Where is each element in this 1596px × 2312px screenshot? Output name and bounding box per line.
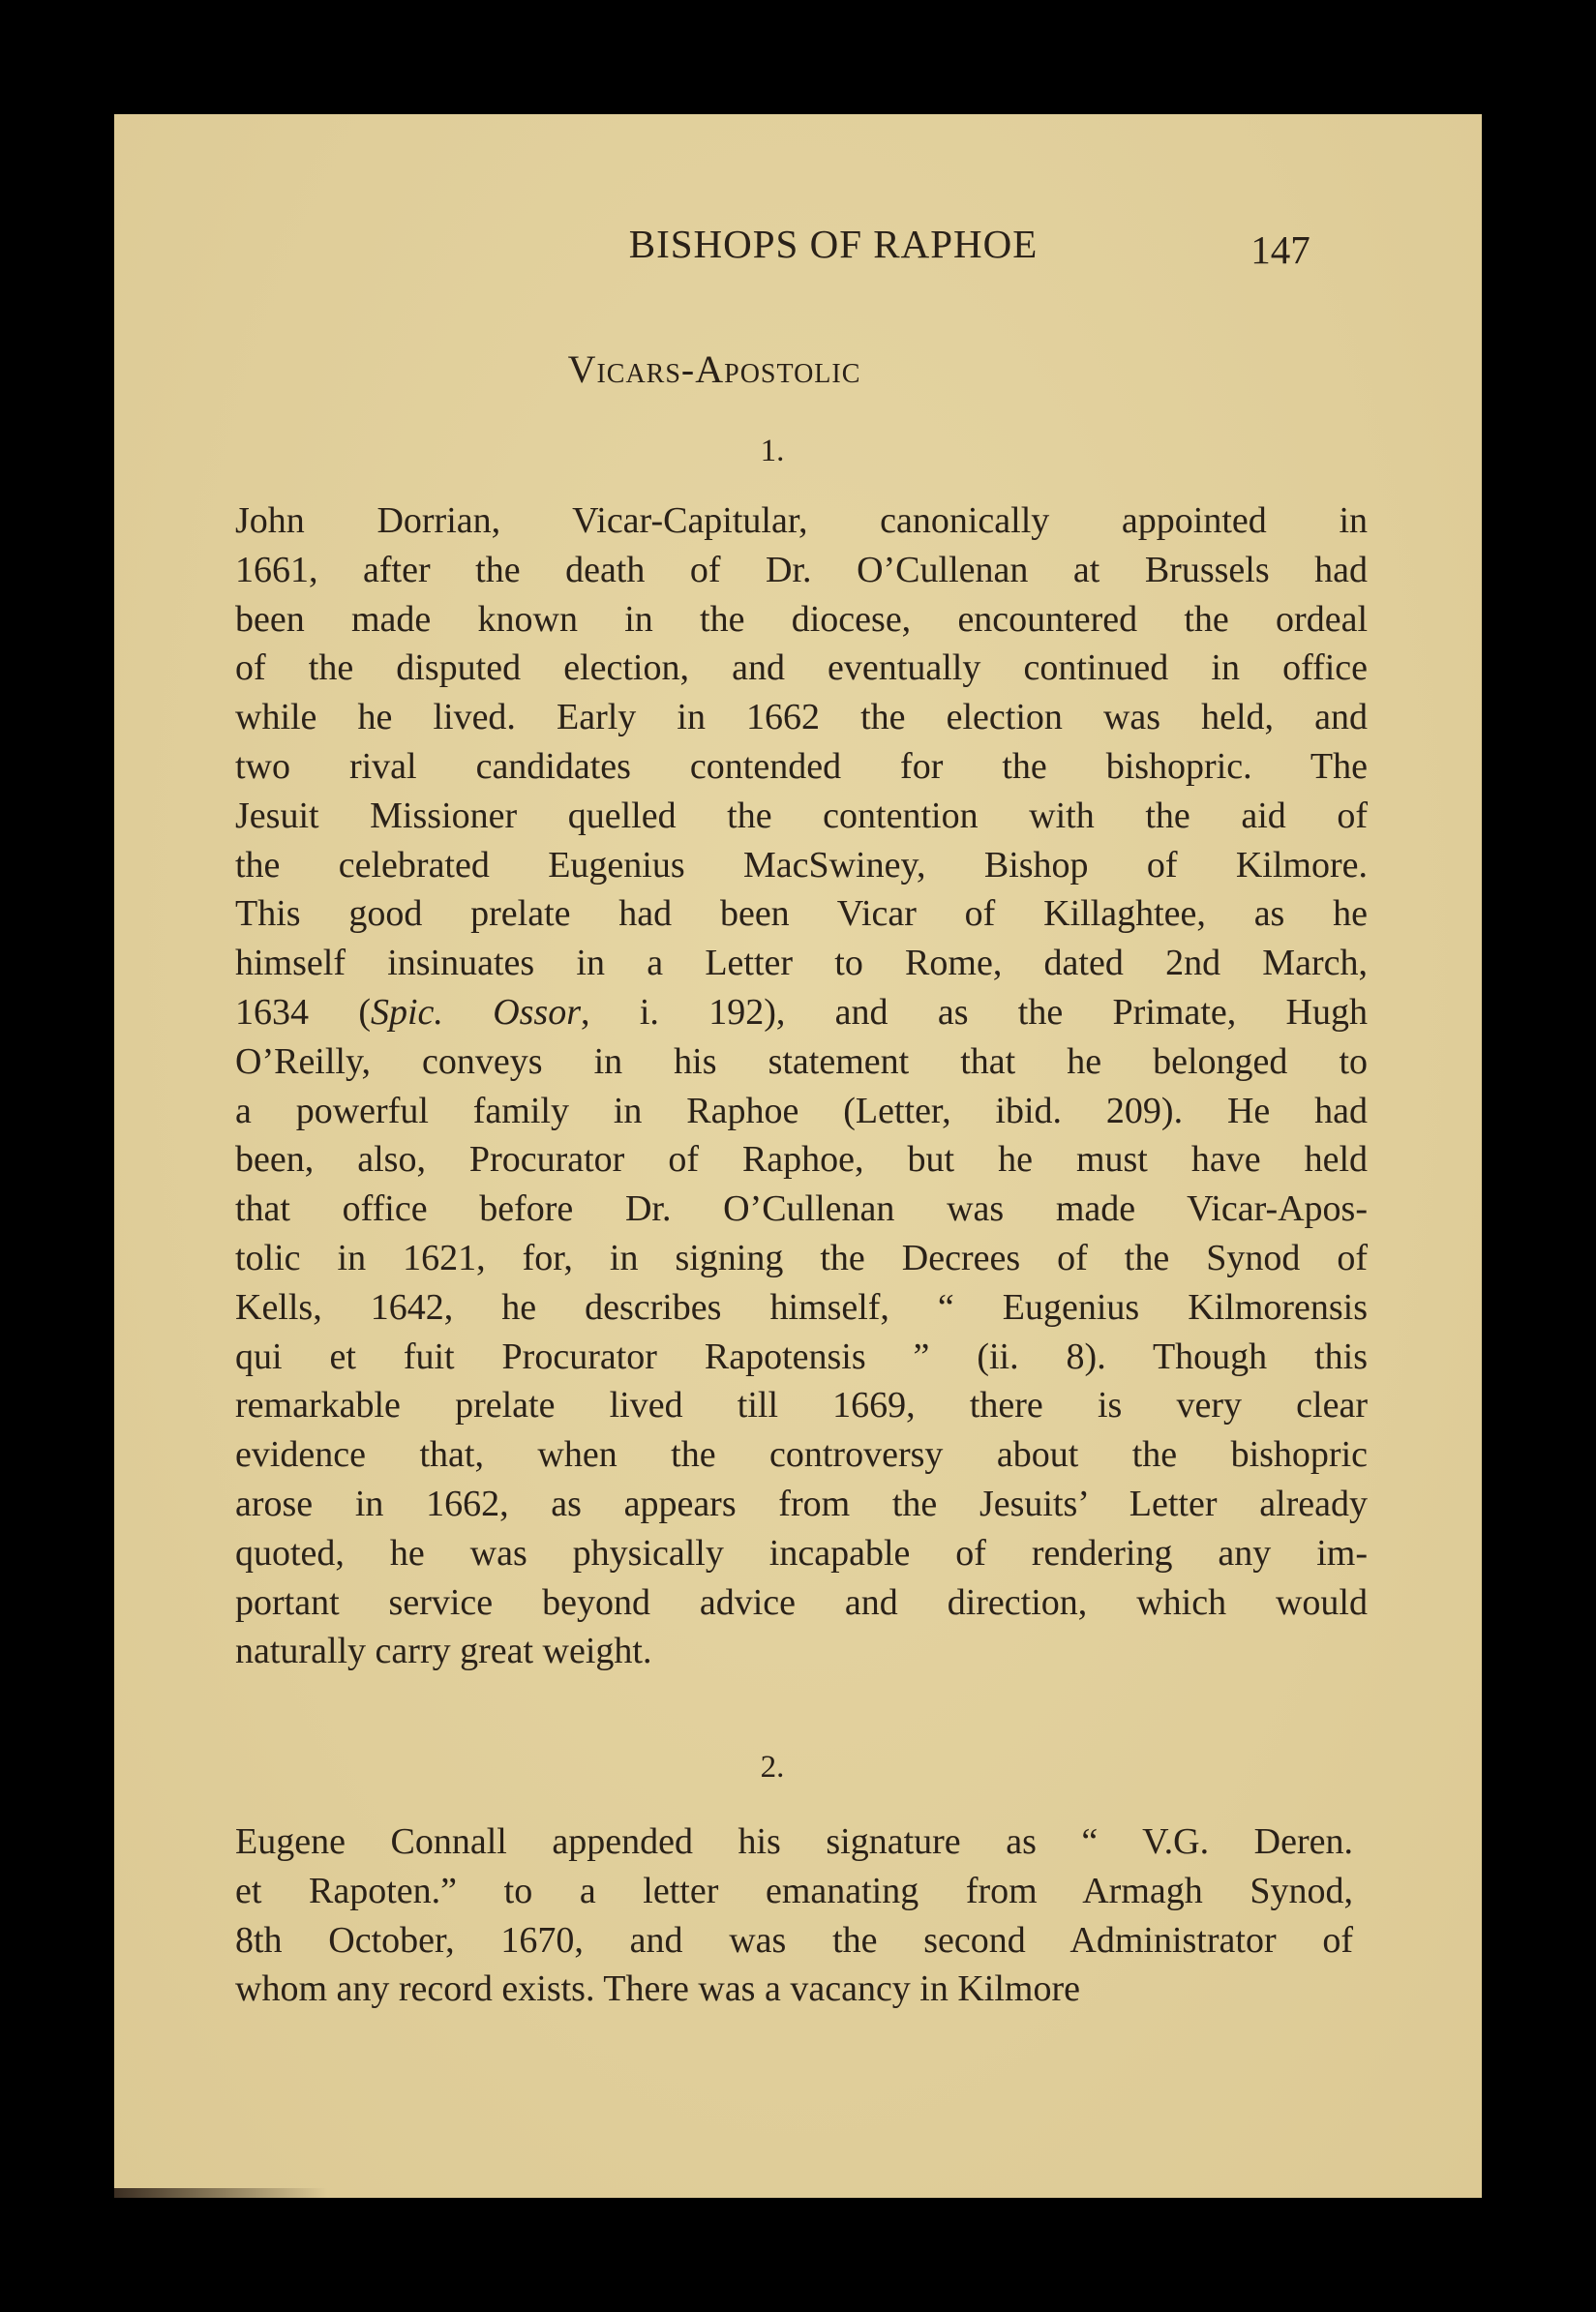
text-line: portant service beyond advice and direction, which would xyxy=(235,1581,1368,1623)
text-line: of the disputed election, and eventually continued in office xyxy=(235,647,1368,689)
text-fragment: , i. 192), and as the Primate, Hugh xyxy=(581,991,1368,1033)
italic-citation: Spic. Ossor xyxy=(370,991,582,1033)
text-line: 1661, after the death of Dr. O’Cullenan at Brussels had xyxy=(235,549,1368,590)
text-line: arose in 1662, as appears from the Jesuits’ Letter already xyxy=(235,1483,1368,1524)
text-line: quoted, he was physically incapable of rendering any im- xyxy=(235,1532,1368,1574)
text-line: tolic in 1621, for, in signing the Decrees of the Synod of xyxy=(235,1237,1368,1278)
text-line xyxy=(235,988,1368,1037)
text-line: himself insinuates in a Letter to Rome, dated 2nd March, xyxy=(235,943,1368,984)
text-line: whom any record exists. There was a vacancy in Kilmore xyxy=(235,1968,1080,2010)
text-line: two rival candidates contended for the bishopric. The xyxy=(235,745,1368,787)
running-title: BISHOPS OF RAPHOE xyxy=(628,222,1039,266)
page-number: 147 xyxy=(1250,227,1310,272)
book-page xyxy=(114,114,1482,2198)
page-edge-shadow xyxy=(114,2188,327,2198)
text-line: a powerful family in Raphoe (Letter, ibid. 209). He had xyxy=(235,1090,1368,1131)
text-line: qui et fuit Procurator Rapotensis ” (ii. 8). Though this xyxy=(235,1336,1368,1377)
section-heading: Vicars-Apostolic xyxy=(567,347,861,391)
text-line: John Dorrian, Vicar-Capitular, canonically appointed in xyxy=(235,500,1368,541)
text-line: naturally carry great weight. xyxy=(235,1631,652,1672)
text-line: Jesuit Missioner quelled the contention with the aid of xyxy=(235,795,1368,836)
entry-paragraph xyxy=(235,496,1368,1676)
text-line: remarkable prelate lived till 1669, there is very clear xyxy=(235,1385,1368,1426)
text-line: This good prelate had been Vicar of Killaghtee, as he xyxy=(235,893,1368,935)
entry-number: 1. xyxy=(760,434,785,468)
entry-number: 2. xyxy=(760,1750,785,1785)
text-line: Kells, 1642, he describes himself, “ Eugenius Kilmorensis xyxy=(235,1286,1368,1328)
text-line: been made known in the diocese, encountered the ordeal xyxy=(235,598,1368,640)
text-fragment: 1634 ( xyxy=(235,991,371,1033)
text-line: been, also, Procurator of Raphoe, but he must have held xyxy=(235,1139,1368,1181)
text-line: while he lived. Early in 1662 the election was held, and xyxy=(235,697,1368,738)
text-line: that office before Dr. O’Cullenan was made Vicar-Apos- xyxy=(235,1188,1368,1230)
text-line: the celebrated Eugenius MacSwiney, Bishop of Kilmore. xyxy=(235,844,1368,886)
text-line: evidence that, when the controversy about the bishopric xyxy=(235,1434,1368,1476)
text-line: Eugene Connall appended his signature as “ V.G. Deren. xyxy=(235,1821,1353,1862)
text-line: O’Reilly, conveys in his statement that he belonged to xyxy=(235,1040,1368,1082)
entry-paragraph xyxy=(235,1817,1353,2014)
text-line: et Rapoten.” to a letter emanating from Armagh Synod, xyxy=(235,1870,1353,1911)
text-line: 8th October, 1670, and was the second Administrator of xyxy=(235,1919,1353,1961)
